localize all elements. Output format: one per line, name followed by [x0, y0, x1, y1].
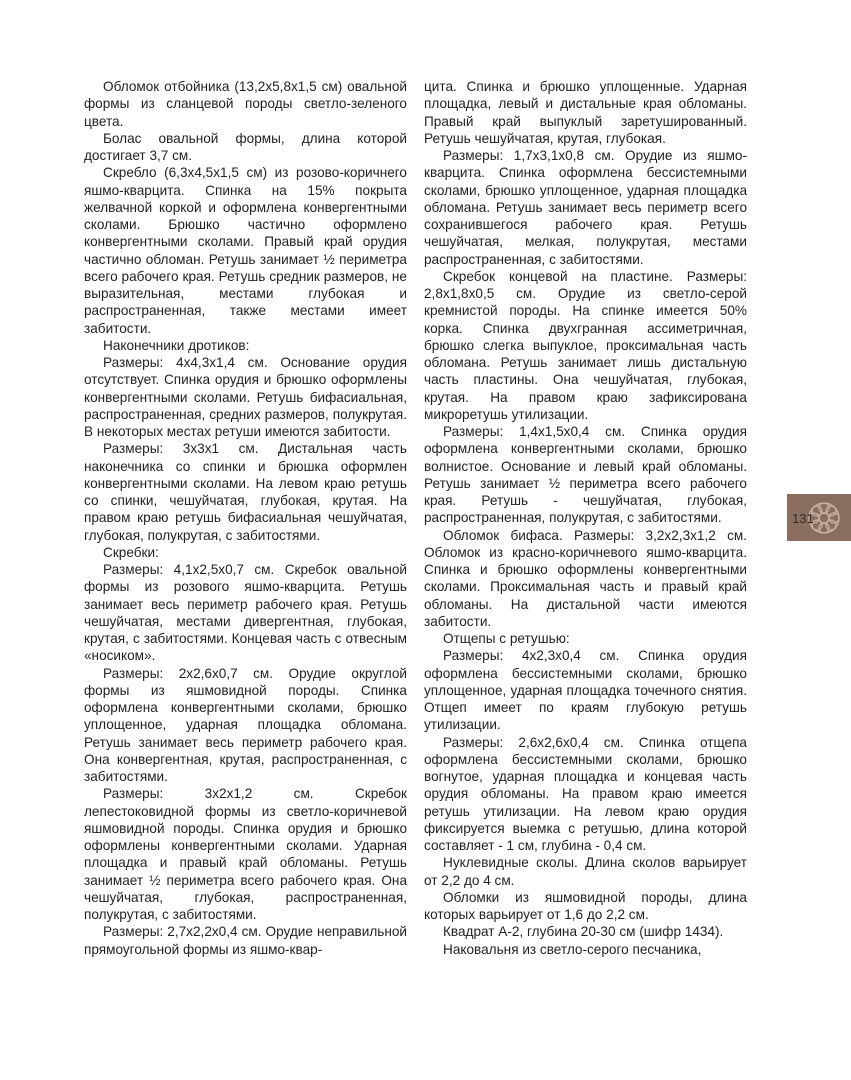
paragraph: Болас овальной формы, длина которой достигает 3,7 см. [84, 130, 407, 163]
section-heading: Скребки: [103, 544, 159, 560]
paragraph: Размеры: 1,7х3,1х0,8 см. Орудие из яшмо-кварцита. Спинка оформлена бессистемными сколами, брюшко уплощенное, ударная площадка обломана. Ретушь занимает весь периметр всего сохранившегося рабочего края. Ретушь чешуйчатая, мелкая, полукрутая, местами распространенная, с забитостями. [424, 148, 747, 267]
section-heading: Наконечники дротиков: [103, 337, 250, 353]
paragraph: Скребло (6,3х4,5х1,5 см) из розово-коричнего яшмо-кварцита. Спинка на 15% покрыта желвачной коркой и оформлена конвергентными сколами. Брюшко частично оформлено конвергентными сколами. Правый край орудия частично обломан. Ретушь занимает ½ периметра всего рабочего края. Ретушь средник размеров, не выразительная, местами глубокая и распространенная, также местами имеет забитости. [84, 165, 407, 336]
paragraph: Скребок концевой на пластине. Размеры: 2,8х1,8х0,5 см. Орудие из светло-серой кремнистой породы. На спинке имеется 50% корка. Спинка двухгранная ассиметричная, брюшко слегка выпуклое, проксимальная часть обломана. Ретушь занимает лишь дистальную часть пластины. Она чешуйчатая, глубокая, крутая. На правом краю зафиксирована микроретушь утилизации. [424, 268, 747, 422]
left-column [84, 78, 407, 958]
paragraph: Размеры: 1,4х1,5х0,4 см. Спинка орудия оформлена конвергентными сколами, брюшко волнистое. Основание и левый край обломаны. Ретушь занимает ½ периметра всего рабочего края. Ретушь - чешуйчатая, глубокая, распространенная, полукрутая, с забитостями. [424, 424, 747, 526]
page-number: 131 [792, 511, 814, 526]
paragraph: Размеры: 4х4,3х1,4 см. Основание орудия отсутствует. Спинка орудия и брюшко оформлены конвергентными сколами. Ретушь бифасиальная, распространенная, средних размеров, полукрутая. В некоторых местах ретуши имеются забитости. [84, 355, 407, 439]
paragraph: Размеры: 3х2х1,2 см. Скребок лепестоковидной формы из светло-коричневой яшмовидной породы. Спинка орудия и брюшко оформлены конвергентными сколами. Ударная площадка и правый край обломаны. Ретушь занимает ½ периметра всего рабочего края. Она чешуйчатая, глубокая, распространенная, полукрутая, с забитостями. [84, 786, 407, 922]
paragraph: Квадрат А-2, глубина 20-30 см (шифр 1434). [443, 924, 724, 940]
paragraph: Наковальня из светло-серого песчаника, [443, 941, 702, 957]
paragraph: Размеры: 4,1х2,5х0,7 см. Скребок овальной формы из розового яшмо-кварцита. Ретушь занимает весь периметр рабочего края. Ретушь чешуйчатая, местами дивергентная, глубокая, крутая, с забитостями. Концевая часть с отвесным «носиком». [84, 562, 407, 664]
section-heading: Отщепы с ретушью: [443, 631, 570, 646]
paragraph: Обломок отбойника (13,2х5,8х1,5 см) овальной формы из сланцевой породы светло-зеленого цвета. [84, 79, 407, 129]
paragraph: Обломок бифаса. Размеры: 3,2х2,3х1,2 см. Обломок из красно-коричневого яшмо-кварцита. Спинка и брюшко оформлены конвергентными сколами. Проксимальная часть и правый край обломаны. На дистальной части имеются забитости. [424, 527, 747, 629]
paragraph: Обломки из яшмовидной породы, длина которых варьирует от 1,6 до 2,2 см. [424, 889, 747, 922]
paragraph: Размеры: 4х2,3х0,4 см. Спинка орудия оформлена бессистемными сколами, брюшко уплощенное, ударная площадка точечного снятия. Отщеп имеет по краям глубокую ретушь утилизации. [424, 648, 747, 733]
paragraph: Размеры: 2,7х2,2х0,4 см. Орудие неправильной прямоугольной формы из яшмо-квар- [84, 924, 407, 957]
paragraph-continuation: цита. Спинка и брюшко уплощенные. Ударная площадка, левый и дистальные края обломаны. Правый край выпуклый заретушированный. Ретушь чешуйчатая, крутая, глубокая. [424, 79, 747, 146]
paragraph: Размеры: 3х3х1 см. Дистальная часть наконечника со спинки и брюшка оформлен конвергентными сколами. На левом краю ретушь со спинки, чешуйчатая, глубокая, крутая. На правом краю ретушь бифасиальная чешуйчатая, глубокая, полукрутая, с забитостями. [84, 441, 407, 543]
paragraph: Размеры: 2,6х2,6х0,4 см. Спинка отщепа оформлена бессистемными сколами, брюшко вогнутое, ударная площадка и концевая часть орудия обломаны. На правом краю имеется ретушь утилизации. На левом краю орудия фиксируется выемка с ретушью, длина которой составляет - 1 см, глубина - 0,4 см. [424, 734, 747, 853]
paragraph: Размеры: 2х2,6х0,7 см. Орудие округлой формы из яшмовидной породы. Спинка оформлена конвергентными сколами, брюшко уплощенное, ударная площадка обломана. Ретушь занимает весь периметр рабочего края. Она конвергентная, крутая, распространенная, с забитостями. [84, 665, 407, 784]
paragraph: Нуклевидные сколы. Длина сколов варьирует от 2,2 до 4 см. [424, 855, 747, 888]
right-column [424, 78, 747, 958]
